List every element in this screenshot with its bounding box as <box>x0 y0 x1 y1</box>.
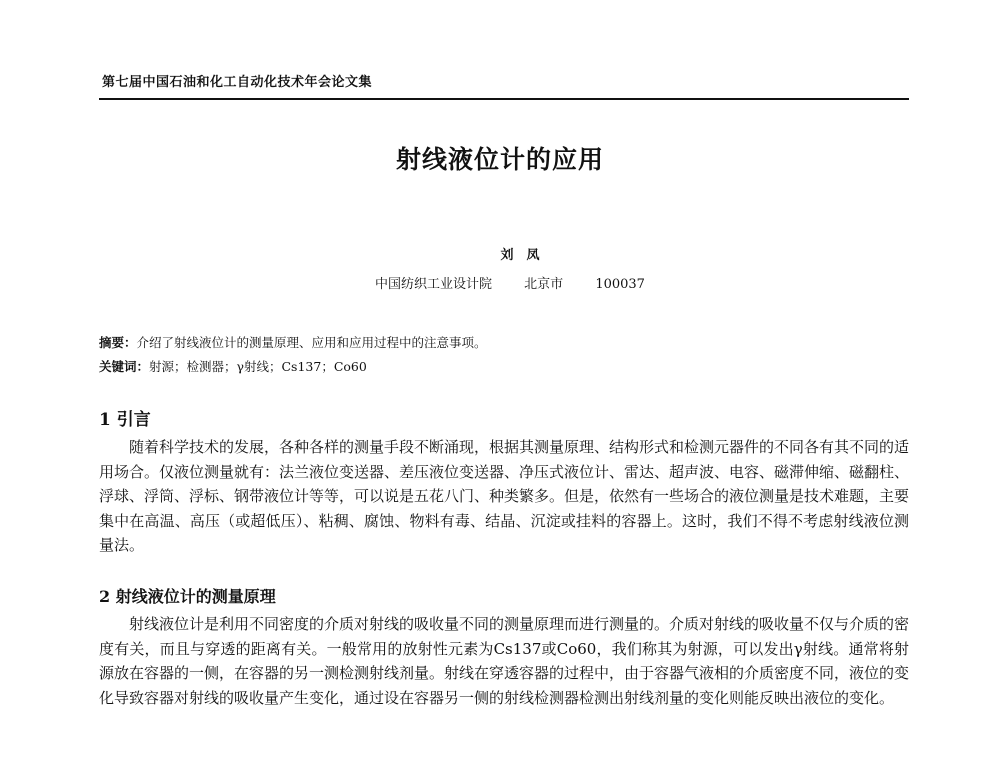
paper-title: 射线液位计的应用 <box>395 145 604 174</box>
affiliation-city: 北京市 <box>524 277 564 292</box>
keywords-label: 关键词： <box>99 359 150 374</box>
section-paragraph-principle: 射线液位计是利用不同密度的介质对射线的吸收量不同的测量原理而进行测量的。介质对射线的吸收量不仅与介质的密度有关，而且与穿透的距离有关。一般常用的放射性元素为Cs137或Co60，我们称其为射源，可以发出γ射线。通常将射源放在容器的一侧，在容器的另一测检测射线剂量。射线在穿透容器的过程中，由于容器气液相的介质密度不同，液位的变化导致容器对射线的吸收量产生变化，通过设在容器另一侧的射线检测器检测出射线剂量的变化则能反映出液位的变化。 <box>99 615 910 707</box>
affiliation <box>0 273 1000 292</box>
keywords-text: 射源；检测器；γ射线；Cs137；Co60 <box>149 359 367 374</box>
affiliation-postcode: 100037 <box>595 277 645 292</box>
affiliation-institution: 中国纺织工业设计院 <box>375 277 493 292</box>
section-heading-introduction: 1 引言 <box>99 410 151 430</box>
section-paragraph-introduction: 随着科学技术的发展，各种各样的测量手段不断涌现，根据其测量原理、结构形式和检测元器件的不同各有其不同的适用场合。仅液位测量就有：法兰液位变送器、差压液位变送器、净压式液位计、雷达、超声波、电容、磁滞伸缩、磁翻柱、浮球、浮筒、浮标、钢带液位计等等，可以说是五花八门、种类繁多。但是，依然有一些场合的液位测量是技术难题，主要集中在高温、高压（或超低压）、粘稠、腐蚀、物料有毒、结晶、沉淀或挂料的容器上。这时，我们不得不考虑射线液位测量法。 <box>99 438 910 555</box>
section-heading-principle: 2 射线液位计的测量原理 <box>99 587 276 606</box>
abstract-label: 摘要： <box>99 335 137 350</box>
running-head: 第七届中国石油和化工自动化技术年会论文集 <box>102 75 373 90</box>
abstract <box>99 333 487 351</box>
keywords <box>99 357 367 375</box>
header-rule <box>99 98 909 100</box>
author-name: 刘 凤 <box>500 248 540 263</box>
abstract-text: 介绍了射线液位计的测量原理、应用和应用过程中的注意事项。 <box>136 335 487 350</box>
